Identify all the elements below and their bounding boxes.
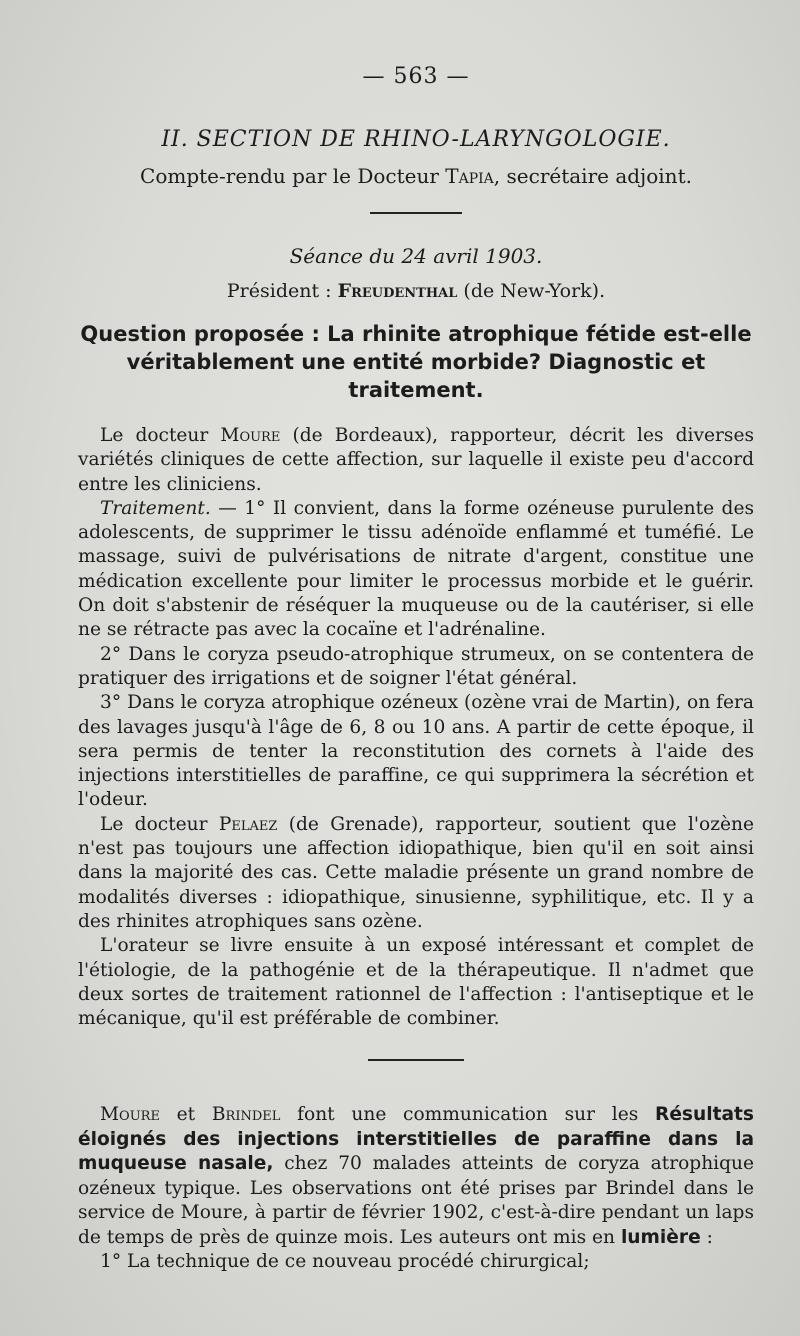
section-title: II. SECTION DE RHINO-LARYNGOLOGIE. xyxy=(161,127,671,152)
seance-date: Séance du 24 avril 1903. xyxy=(289,244,543,268)
report-byline xyxy=(78,164,754,188)
lumiere-word: lumière xyxy=(620,1226,701,1248)
president-suffix: (de New-York). xyxy=(457,280,606,302)
president-prefix: Président : xyxy=(226,280,338,302)
president-name: Freudenthal xyxy=(337,280,458,302)
communication-body xyxy=(78,1103,754,1275)
divider-rule xyxy=(370,212,462,214)
p7-text-c: : xyxy=(700,1226,713,1248)
report-body xyxy=(78,424,754,1031)
president-line xyxy=(78,280,754,302)
divider-rule-2 xyxy=(368,1059,464,1061)
p7-and: et xyxy=(159,1104,212,1126)
name-pelaez: Pelaez xyxy=(218,813,278,835)
name-moure-2: Moure xyxy=(100,1104,160,1126)
name-moure: Moure xyxy=(220,425,281,446)
p5-lead: Le docteur xyxy=(100,813,219,835)
paragraph-traitement xyxy=(78,497,754,643)
page-number: — 563 — xyxy=(362,64,470,89)
p7-text-b: chez 70 malades atteints de coryza atrophique ozéneux typique. Les observations ont été prises par Brindel dans le service de Moure, à partir de février 1902, c'est-à-dire pendant un laps de temps de près de quinze mois. Les auteurs ont mis en xyxy=(78,1153,754,1248)
paragraph-technique: 1° La technique de ce nouveau procédé chirurgical; xyxy=(100,1251,590,1273)
author-tapia: Tapia xyxy=(445,164,494,188)
p1-lead: Le docteur xyxy=(100,425,221,446)
report-prefix: Compte-rendu par le Docteur xyxy=(140,164,446,188)
paragraph-point-2: 2° Dans le coryza pseudo-atrophique strumeux, on se contentera de pratiquer des irrigations et de soigner l'état général. xyxy=(78,643,754,689)
p7-text-a: font une communication sur les xyxy=(280,1104,655,1126)
paragraph-communication xyxy=(78,1103,754,1250)
communication-title: Résultats éloignés des injections interstitielles de paraffine dans la muqueuse nasale, xyxy=(78,1104,754,1175)
report-suffix: , secrétaire adjoint. xyxy=(493,164,692,188)
p5-text: (de Grenade), rapporteur, soutient que l'ozène n'est pas toujours une affection idiopathique, bien qu'il en soit ainsi dans la majorité des cas. Cette maladie présente un grand nombre de modalités diverses : idiopathique, sinusienne, syphilitique, etc. Il y a des rhinites atrophiques sans ozène. xyxy=(78,813,755,932)
traitement-label: Traitement. xyxy=(100,497,211,519)
paragraph-moure xyxy=(78,424,754,497)
question-heading: Question proposée : La rhinite atrophique fétide est-elle véritablement une entité morbide? Diagnostic et traitement. xyxy=(80,322,752,402)
p2-text: — 1° Il convient, dans la forme ozéneuse purulente des adolescents, de supprimer le tissu adénoïde enflammé et tuméfié. Le massage, suivi de pulvérisations de nitrate d'argent, constitue une médication excellente pour limiter le processus morbide et le guérir. On doit s'abstenir de réséquer la muqueuse ou de la cautériser, si elle ne se rétracte pas avec la cocaïne et l'adrénaline. xyxy=(78,497,754,641)
paragraph-orateur: L'orateur se livre ensuite à un exposé intéressant et complet de l'étiologie, de la pathogénie et de la thérapeutique. Il n'admet que deux sortes de traitement rationnel de l'affection : l'antiseptique et le mécanique, qu'il est préférable de combiner. xyxy=(78,935,754,1030)
paragraph-point-3: 3° Dans le coryza atrophique ozéneux (ozène vrai de Martin), on fera des lavages jusqu'à l'âge de 6, 8 ou 10 ans. A partir de cette époque, il sera permis de tenter la reconstitution des cornets à l'aide des injections interstitielles de paraffine, ce qui supprimera la sécrétion et l'odeur. xyxy=(78,692,754,811)
paragraph-pelaez xyxy=(78,813,754,934)
p1-text: (de Bordeaux), rapporteur, décrit les diverses variétés cliniques de cette affection, sur laquelle il existe peu d'accord entre les cliniciens. xyxy=(78,425,754,495)
name-brindel: Brindel xyxy=(211,1104,281,1126)
